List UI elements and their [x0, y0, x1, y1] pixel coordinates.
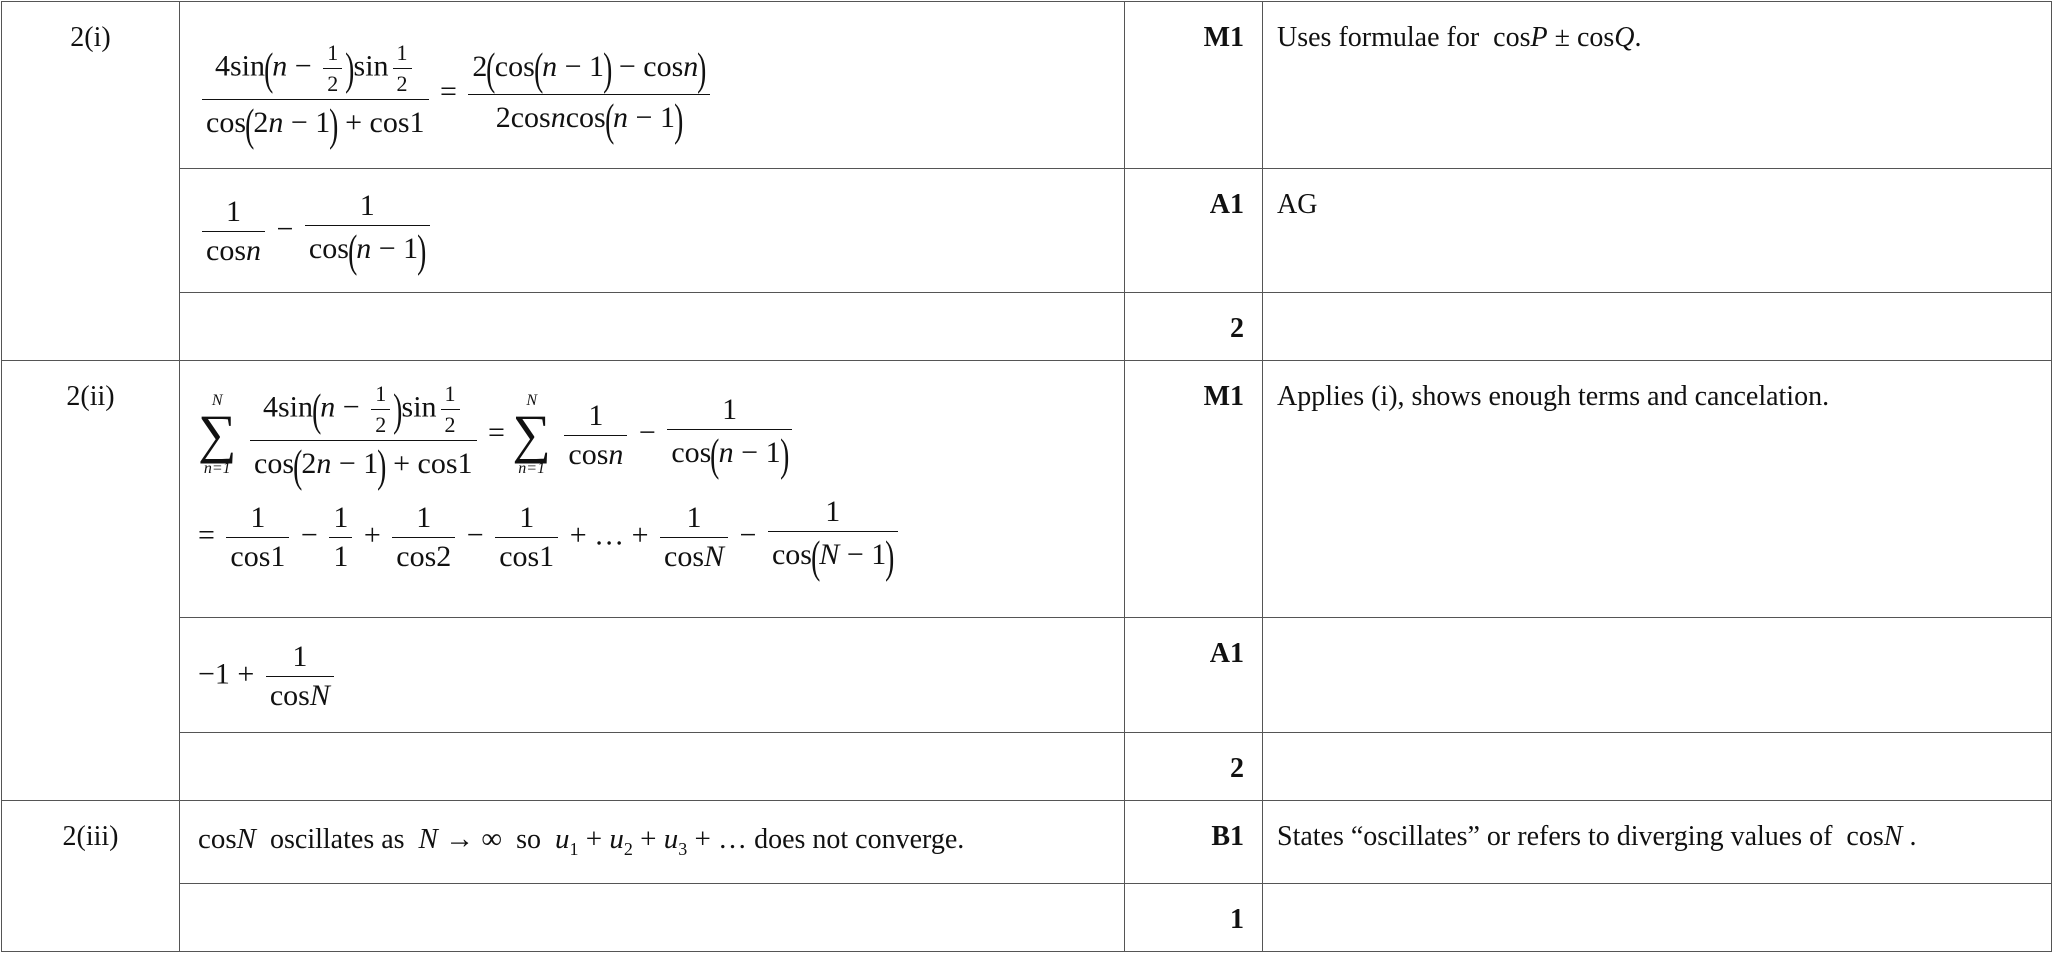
guidance-cell	[1263, 884, 2052, 952]
table-row	[2, 801, 2052, 884]
question-label: 2(i)	[2, 2, 180, 361]
answer-cell: cosN oscillates as N → ∞ so $u_1 + u_2 + u_3$ + … does not converge.	[180, 801, 1125, 884]
answer-cell	[180, 884, 1125, 952]
answer-text-c: does not converge.	[754, 824, 965, 855]
mark-total: 2	[1125, 733, 1263, 801]
mark-code: M1	[1125, 361, 1263, 618]
answer-cell: N ∑ n=1 4sin(n − $\frac{1}{2}$ )sin $\frac{1}{2}$ cos(2n − 1) + cos1 = N ∑ n=1 $\frac{1}{\cos n}$ − $\frac{1}{\cos(n - 1)}$ = $\frac{1}{\cos 1}$ − $\frac{1}{1}$ + $\frac{1}{\cos 2}$ − $\frac{1}{\cos 1}$ + … + $\frac{1}{\cos N}$ − $\frac{1}{\cos(N - 1)}$	[180, 361, 1125, 618]
question-label: 2(iii)	[2, 801, 180, 952]
answer-cell: −1 + $\frac{1}{\cos N}$	[180, 618, 1125, 733]
table-row	[2, 361, 2052, 618]
guidance-text: Applies (i), shows enough terms and cancelation.	[1263, 361, 2052, 618]
guidance-cell	[1263, 293, 2052, 361]
answer-cell: 4sin(n − $\frac{1}{2}$ )sin $\frac{1}{2}$ cos(2n − 1) + cos1 = $\frac{2(\cos(n - 1) - \cos n)}{\text{2cosncos(n − 1)}}$	[180, 2, 1125, 169]
question-label: 2(ii)	[2, 361, 180, 801]
answer-cell: $\frac{1}{\cos n}$ − $\frac{1}{\cos(n - 1)}$	[180, 169, 1125, 293]
mark-code: B1	[1125, 801, 1263, 884]
mark-total: 2	[1125, 293, 1263, 361]
guidance-cell	[1263, 733, 2052, 801]
answer-cell	[180, 733, 1125, 801]
guidance-cell: Uses formulae for cosP ± cosQ.	[1263, 2, 2052, 169]
table-row	[2, 884, 2052, 952]
guidance-text	[1263, 618, 2052, 733]
mark-code: M1	[1125, 2, 1263, 169]
mark-code: A1	[1125, 618, 1263, 733]
mark-code: A1	[1125, 169, 1263, 293]
mark-total: 1	[1125, 884, 1263, 952]
mark-scheme-table	[1, 1, 2052, 952]
answer-text-b: so	[516, 824, 541, 855]
table-row	[2, 733, 2052, 801]
guidance-text: States “oscillates” or refers to diverging values of	[1277, 821, 1833, 852]
guidance-text: AG	[1263, 169, 2052, 293]
answer-text-a: oscillates as	[270, 824, 405, 855]
table-row	[2, 2, 2052, 169]
guidance-text: Uses formulae for	[1277, 22, 1480, 53]
table-row	[2, 618, 2052, 733]
answer-cell	[180, 293, 1125, 361]
guidance-cell: States “oscillates” or refers to diverging values of cosN .	[1263, 801, 2052, 884]
table-row	[2, 169, 2052, 293]
table-row	[2, 293, 2052, 361]
